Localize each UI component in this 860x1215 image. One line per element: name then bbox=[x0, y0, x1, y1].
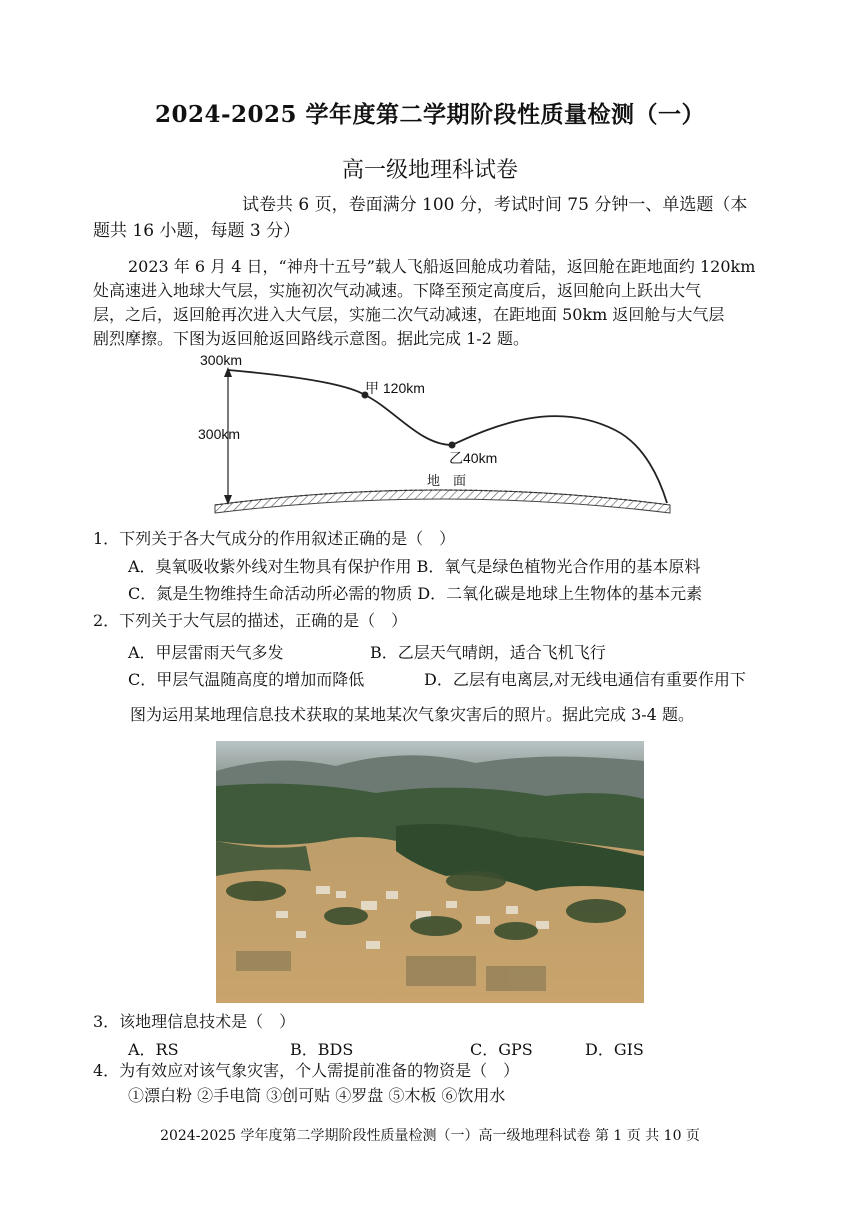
point-jia-label: 甲 120km bbox=[365, 380, 425, 396]
q1-options-ab: A．臭氧吸收紫外线对生物具有保护作用 B．氧气是绿色植物光合作用的基本原料 bbox=[128, 557, 701, 576]
return-trajectory-diagram bbox=[195, 345, 685, 525]
q2-stem: 2．下列关于大气层的描述，正确的是（ ） bbox=[93, 611, 408, 630]
point-yi-label: 乙40km bbox=[449, 450, 498, 466]
q1-options-cd: C．氮是生物维持生命活动所必需的物质 D．二氧化碳是地球上生物体的基本元素 bbox=[128, 584, 703, 603]
height-label: 300km bbox=[198, 426, 241, 442]
q3-option-a: A．RS bbox=[128, 1040, 179, 1059]
q2-option-d: D．乙层有电离层,对无线电通信有重要作用下 bbox=[424, 670, 746, 689]
q3-stem: 3．该地理信息技术是（ ） bbox=[93, 1012, 296, 1031]
flood-aerial-photo bbox=[216, 741, 644, 1003]
page-footer: 2024-2025 学年度第二学期阶段性质量检测（一）高一级地理科试卷 第 1 页 共 10 页 bbox=[160, 1128, 700, 1144]
q2-option-a: A．甲层雷雨天气多发 bbox=[128, 643, 284, 662]
passage1-line-2: 处高速进入地球大气层，实施初次气动减速。下降至预定高度后，返回舱向上跃出大气 bbox=[93, 281, 702, 300]
exam-subtitle: 高一级地理科试卷 bbox=[341, 158, 518, 183]
passage1-line-4: 剧烈摩擦。下图为返回舱返回路线示意图。据此完成 1-2 题。 bbox=[93, 329, 529, 348]
q2-option-c: C．甲层气温随高度的增加而降低 bbox=[128, 670, 365, 689]
ground-label: 地 面 bbox=[427, 474, 467, 489]
passage2: 图为运用某地理信息技术获取的某地某次气象灾害后的照片。据此完成 3-4 题。 bbox=[130, 705, 694, 724]
q3-option-d: D．GIS bbox=[585, 1040, 644, 1059]
q1-stem: 1．下列关于各大气成分的作用叙述正确的是（ ） bbox=[93, 529, 456, 548]
q3-option-b: B．BDS bbox=[290, 1040, 354, 1059]
q4-items: ①漂白粉 ②手电筒 ③创可贴 ④罗盘 ⑤木板 ⑥饮用水 bbox=[128, 1086, 506, 1105]
top-height-label: 300km bbox=[200, 352, 243, 368]
exam-title: 2024-2025 学年度第二学期阶段性质量检测（一） bbox=[154, 101, 706, 128]
q2-option-b: B．乙层天气晴朗，适合飞机飞行 bbox=[370, 643, 606, 662]
intro-line-2: 题共 16 小题，每题 3 分） bbox=[93, 221, 301, 241]
ground-surface bbox=[215, 490, 670, 513]
q4-stem: 4．为有效应对该气象灾害，个人需提前准备的物资是（ ） bbox=[93, 1061, 520, 1080]
intro-line-1: 试卷共 6 页，卷面满分 100 分，考试时间 75 分钟一、单选题（本 bbox=[242, 195, 748, 215]
point-yi-marker bbox=[449, 442, 456, 449]
q3-option-c: C．GPS bbox=[470, 1040, 533, 1059]
passage1-line-3: 层，之后，返回舱再次进入大气层，实施二次气动减速，在距地面 50km 返回舱与大气层 bbox=[93, 305, 725, 324]
passage1-line-1: 2023 年 6 月 4 日，“神舟十五号”载人飞船返回舱成功着陆，返回舱在距地面约 120km bbox=[128, 257, 756, 276]
